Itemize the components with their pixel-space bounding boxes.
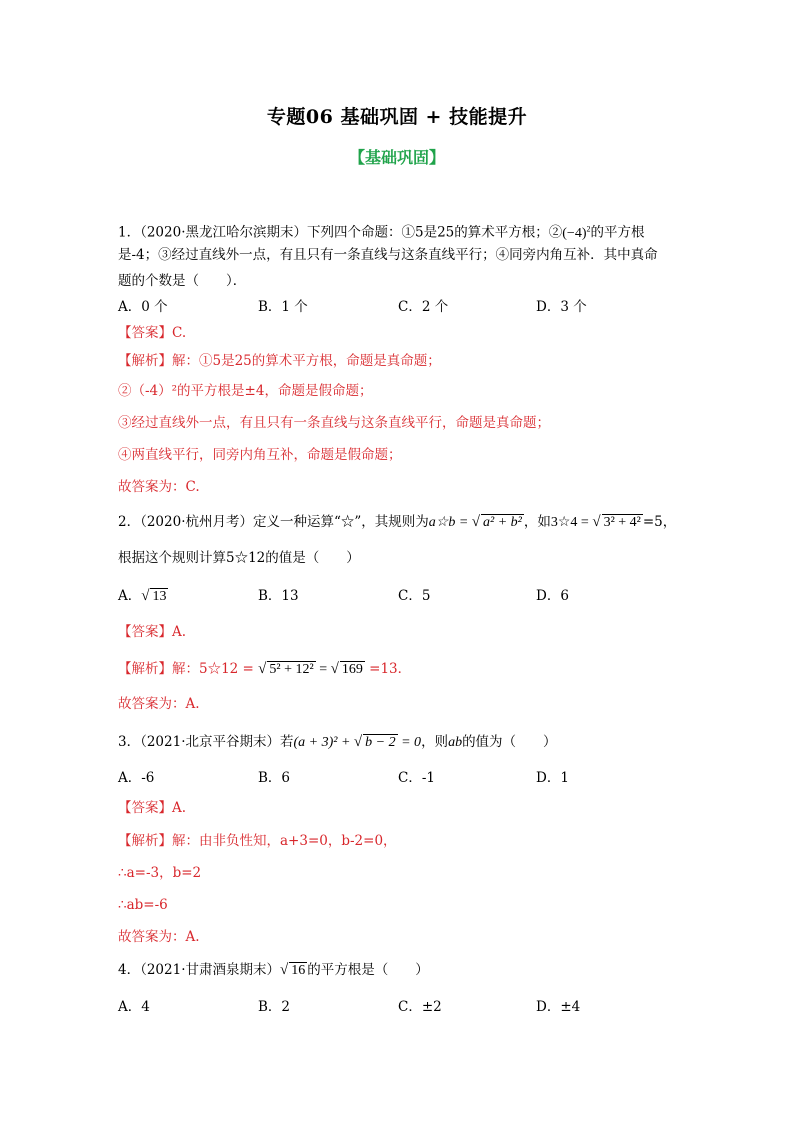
q3-answer: 【答案】A. (118, 800, 187, 816)
q2-option-d: D．6 (536, 588, 569, 604)
q2-option-b: B．13 (258, 588, 299, 604)
q1-analysis-4: ④两直线平行，同旁内角互补，命题是假命题； (118, 447, 402, 463)
q3-analysis-1: 【解析】解：由非负性知，a+3=0，b-2=0， (118, 833, 397, 849)
q3-line-1: 3．（2021·北京平谷期末）若(a + 3)² + √ b − 2 = 0，则ab的值为（ ） (118, 734, 557, 750)
q4-line-1: 4．（2021·甘肃酒泉期末）√ 16 的平方根是（ ） (118, 962, 429, 978)
q1-line-3: 题的个数是（ ）． (118, 273, 247, 289)
q3-option-b: B．6 (258, 770, 291, 786)
q3-option-c: C．-1 (398, 770, 435, 786)
q1-analysis-3: ③经过直线外一点，有且只有一条直线与这条直线平行，命题是真命题； (118, 415, 550, 431)
q2-analysis: 【解析】解：5☆12 = √ 5² + 12² = √ 169 =13． (118, 661, 412, 677)
q4-option-c: C．±2 (398, 999, 442, 1015)
q2-option-c: C．5 (398, 588, 431, 604)
q1-line-2: 是-4；③经过直线外一点，有且只有一条直线与这条直线平行；④同旁内角互补．其中真命 (118, 247, 658, 263)
page-title: 专题06 基础巩固 + 技能提升 (266, 106, 528, 128)
q3-option-d: D．1 (536, 770, 569, 786)
q3-analysis-3: ∴ab=-6 (118, 897, 168, 913)
q2-conclusion: 故答案为：A. (118, 696, 200, 712)
q3-equation: (a + 3)² + √ b − 2 = 0 (293, 734, 422, 750)
q1-expression: $(-4)^2$ (562, 224, 591, 241)
q2-answer: 【答案】A. (118, 624, 187, 640)
q1-line-1: 1．（2020·黑龙江哈尔滨期末）下列四个命题：①5是25的算术平方根；$②(-4)^2$的平方根 (118, 224, 645, 241)
q1-option-d: D．3 个 (536, 299, 587, 315)
q3-option-a: A．-6 (118, 770, 155, 786)
section-heading: 【基础巩固】 (348, 148, 445, 167)
q2-rule: a☆b = √ a² + b² (428, 514, 522, 530)
q4-option-a: A．4 (118, 999, 150, 1015)
q1-conclusion: 故答案为：C. (118, 479, 200, 495)
q2-example: 3☆4 = √ 3² + 4² (550, 514, 641, 530)
q4-option-d: D．±4 (536, 999, 581, 1015)
q1-option-a: A．0 个 (118, 299, 168, 315)
q4-option-b: B．2 (258, 999, 291, 1015)
q1-analysis-1: 【解析】解：①5是25的算术平方根，命题是真命题； (118, 353, 441, 369)
q2-option-a: A．√ 13 (118, 588, 167, 604)
q2-line-2: 根据这个规则计算5☆12的值是（ ） (118, 550, 360, 566)
q1-option-b: B．1 个 (258, 299, 308, 315)
q4-radical: √ 16 (280, 962, 306, 978)
q3-analysis-2: ∴a=-3，b=2 (118, 865, 202, 881)
q1-option-c: C．2 个 (398, 299, 449, 315)
q1-analysis-2: ②（-4）²的平方根是±4，命题是假命题； (118, 383, 373, 399)
q3-conclusion: 故答案为：A. (118, 929, 200, 945)
q2-line-1: 2．（2020·杭州月考）定义一种运算“☆”，其规则为a☆b = √ a² + b² ，如3☆4 = √ 3² + 4² =5， (118, 514, 677, 530)
q1-answer: 【答案】C. (118, 325, 187, 341)
